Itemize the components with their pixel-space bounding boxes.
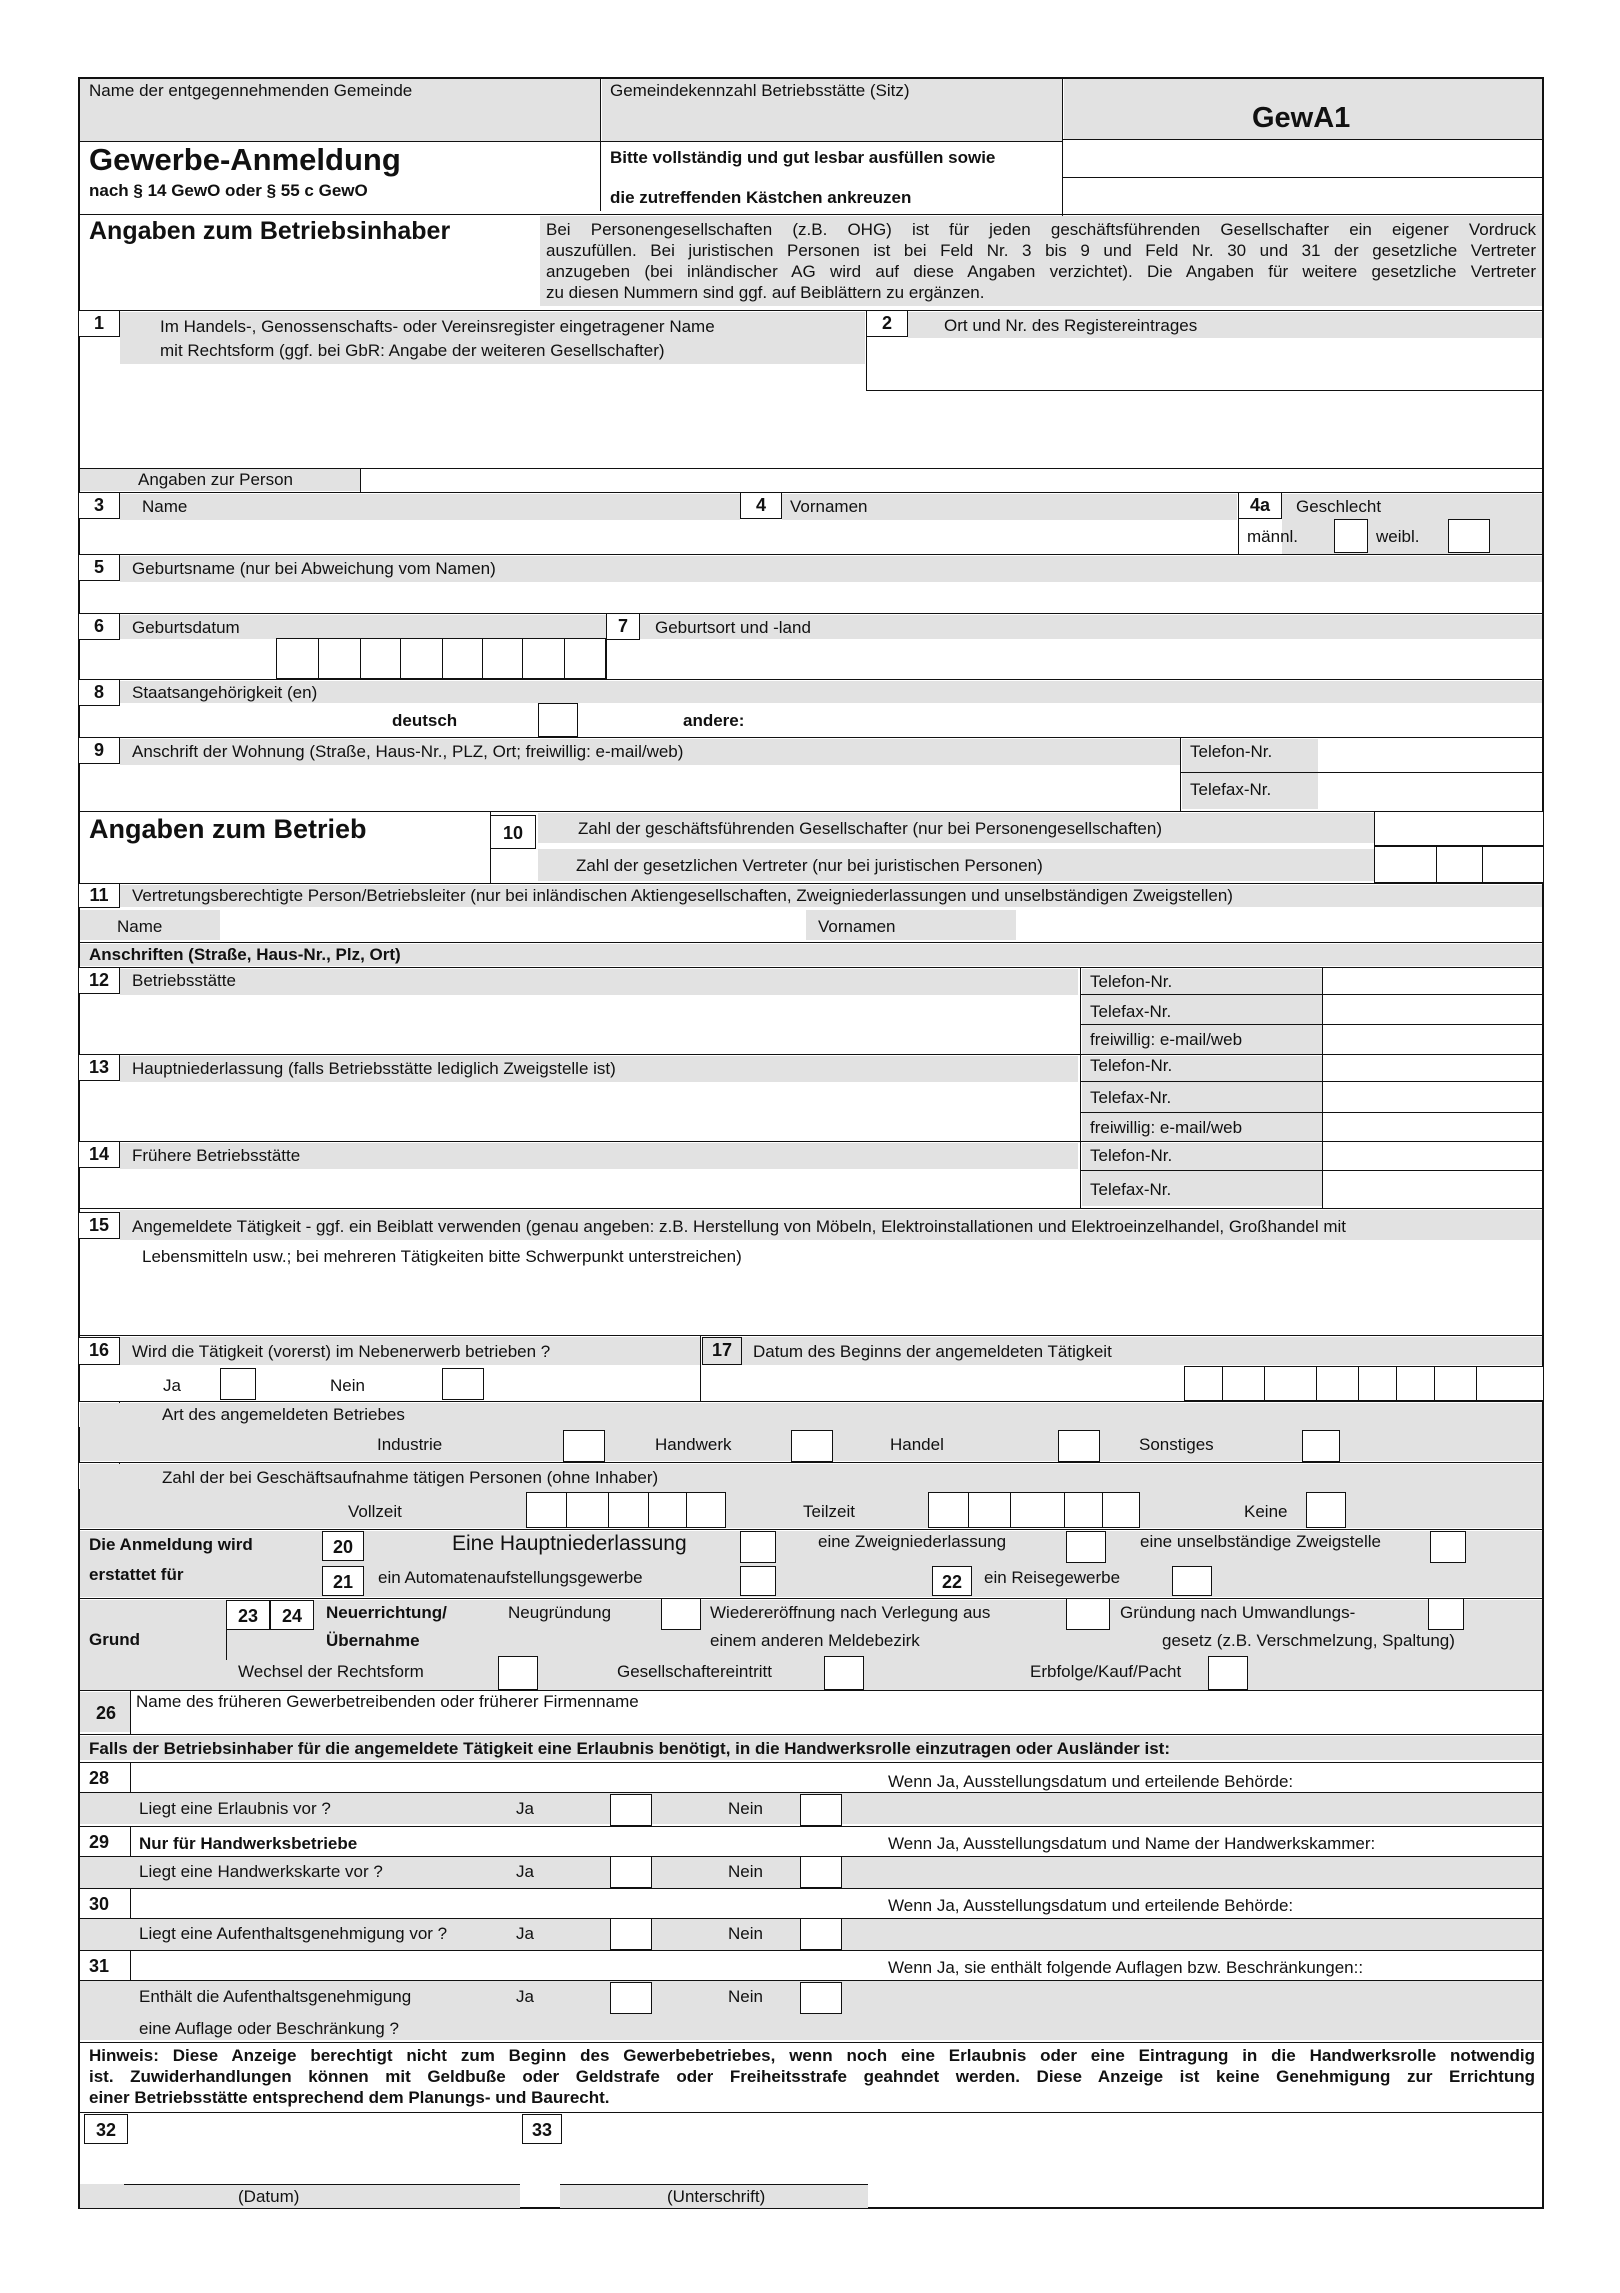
secondary-yes-checkbox[interactable] <box>220 1368 256 1400</box>
restriction-no-checkbox[interactable] <box>800 1982 842 2014</box>
start-date-input[interactable] <box>1184 1366 1544 1401</box>
field-number-29: 29 <box>89 1832 110 1852</box>
field-30-question: Liegt eine Aufenthaltsgenehmigung vor ? <box>139 1924 448 1943</box>
field-8-label: Staatsangehörigkeit (en) <box>132 683 318 702</box>
managing-partners-count[interactable] <box>1374 811 1544 846</box>
field-number-3: 3 <box>78 492 120 519</box>
premises-email-label: freiwillig: e-mail/web <box>1090 1030 1243 1049</box>
founding-label: Neugründung <box>508 1603 612 1622</box>
partner-entry-label: Gesellschaftereintritt <box>617 1662 772 1681</box>
date-label: (Datum) <box>238 2187 300 2206</box>
birth-place-input[interactable] <box>642 641 1540 677</box>
partner-entry-checkbox[interactable] <box>824 1656 864 1690</box>
legal-form-change-checkbox[interactable] <box>498 1656 538 1690</box>
field-19-label: Zahl der bei Geschäftsaufnahme tätigen Personen (ohne Inhaber) <box>162 1468 659 1487</box>
activity-input[interactable] <box>80 1272 1542 1332</box>
field-4-label: Vornamen <box>790 497 868 516</box>
headquarters-checkbox[interactable] <box>740 1531 776 1563</box>
field-number-6: 6 <box>78 613 120 640</box>
legal-form-change-label: Wechsel der Rechtsform <box>238 1662 424 1681</box>
field-number-12: 12 <box>78 967 120 994</box>
birth-name-input[interactable] <box>80 584 1542 610</box>
former-fax-input[interactable] <box>1324 1173 1542 1205</box>
field-number-17: 17 <box>702 1337 742 1365</box>
field-28-question: Liegt eine Erlaubnis vor ? <box>139 1799 331 1818</box>
field-number-9: 9 <box>78 737 120 764</box>
premises-fax-input[interactable] <box>1324 996 1542 1022</box>
field-15-label-line2: Lebensmitteln usw.; bei mehreren Tätigkeiten bitte Schwerpunkt unterstreichen) <box>142 1247 742 1266</box>
residence-no-checkbox[interactable] <box>800 1918 842 1950</box>
registration-for-line1: Die Anmeldung wird <box>89 1535 253 1554</box>
fulltime-count-input[interactable] <box>526 1492 726 1528</box>
signature-input[interactable] <box>562 2146 866 2182</box>
municipality-label: Name der entgegennehmenden Gemeinde <box>89 81 413 100</box>
field-1-label-line1: Im Handels-, Genossenschafts- oder Vereinsregister eingetragener Name <box>160 317 715 336</box>
reopen-line2: einem anderen Meldebezirk <box>710 1631 920 1650</box>
reason-label: Grund <box>89 1630 140 1649</box>
field-number-26: 26 <box>84 1698 128 1728</box>
new-takeover-line1: Neuerrichtung/ <box>326 1603 447 1622</box>
field-number-2: 2 <box>866 310 908 337</box>
headquarters-email-input[interactable] <box>1324 1114 1542 1140</box>
owner-intro: Bei Personengesellschaften (z.B. OHG) ist für jeden geschäftsführenden Gesellschafter ein eigener Vordruck auszufüllen. Bei juristischen Personen ist bei Feld Nr. 3 bis 9 und Feld Nr. 30 und 31 der gesetzliche Vertreter anzugeben (bei inländischer AG wird auf diese Angaben verzichtet). Die Angaben für weitere gesetzliche Vertreter zu diesen Nummern sind ggf. auf Beiblättern zu ergänzen. <box>546 220 1536 302</box>
field-20-label: Eine Hauptniederlassung <box>452 1532 687 1555</box>
branch-label: eine Zweigniederlassung <box>818 1532 1007 1551</box>
representative-first-names-input[interactable] <box>1016 910 1542 940</box>
home-phone-label: Telefon-Nr. <box>1190 742 1273 761</box>
field-3-label: Name <box>142 497 188 516</box>
trade-label: Handel <box>890 1435 944 1454</box>
field-number-4: 4 <box>740 492 782 519</box>
other-type-label: Sonstiges <box>1139 1435 1214 1454</box>
restriction-yes-checkbox[interactable] <box>610 1982 652 2014</box>
former-phone-label: Telefon-Nr. <box>1090 1146 1173 1165</box>
field-number-15: 15 <box>78 1212 120 1239</box>
succession-checkbox[interactable] <box>1208 1656 1248 1690</box>
craft-label: Handwerk <box>655 1435 732 1454</box>
field-13-label: Hauptniederlassung (falls Betriebsstätte lediglich Zweigstelle ist) <box>132 1059 616 1078</box>
headquarters-input[interactable] <box>80 1085 1076 1139</box>
birth-date-input[interactable] <box>276 638 606 679</box>
field-31-when: Wenn Ja, sie enthält folgende Auflagen bzw. Beschränkungen:: <box>888 1958 1364 1977</box>
premises-phone-input[interactable] <box>1324 969 1542 993</box>
home-fax-label: Telefax-Nr. <box>1190 780 1272 799</box>
field-number-1: 1 <box>78 310 120 337</box>
other-nationality-label: andere: <box>683 711 745 730</box>
fulltime-label: Vollzeit <box>348 1502 402 1521</box>
transform-checkbox[interactable] <box>1428 1598 1464 1630</box>
headquarters-fax-label: Telefax-Nr. <box>1090 1088 1172 1107</box>
field-12-label: Betriebsstätte <box>132 971 236 990</box>
field-1-label-line2: mit Rechtsform (ggf. bei GbR: Angabe der weiteren Gesellschafter) <box>160 341 665 360</box>
permits-heading: Falls der Betriebsinhaber für die angemeldete Tätigkeit eine Erlaubnis benötigt, in die Handwerksrolle einzutragen oder Ausländer ist: <box>89 1739 1170 1758</box>
registration-for-line2: erstattet für <box>89 1565 184 1584</box>
former-premises-input[interactable] <box>80 1172 1076 1176</box>
field-number-33: 33 <box>522 2114 562 2144</box>
field-number-32: 32 <box>84 2114 128 2144</box>
home-phone-input[interactable] <box>1320 740 1542 770</box>
municipality-code-label: Gemeindekennzahl Betriebsstätte (Sitz) <box>610 81 910 100</box>
field-5-label: Geburtsname (nur bei Abweichung vom Namen) <box>132 559 496 578</box>
home-fax-input[interactable] <box>1320 775 1542 809</box>
dependent-branch-checkbox[interactable] <box>1430 1531 1466 1563</box>
residence-no-label: Nein <box>728 1924 763 1943</box>
field-10-label-line2: Zahl der gesetzlichen Vertreter (nur bei juristischen Personen) <box>576 856 1043 875</box>
premises-phone-label: Telefon-Nr. <box>1090 972 1173 991</box>
field-28-when: Wenn Ja, Ausstellungsdatum und erteilende Behörde: <box>888 1772 1294 1791</box>
representative-first-names-label: Vornamen <box>818 917 896 936</box>
field-9-label: Anschrift der Wohnung (Straße, Haus-Nr., PLZ, Ort; freiwillig: e-mail/web) <box>132 742 684 761</box>
male-label: männl. <box>1247 527 1299 546</box>
permit-yes-checkbox[interactable] <box>610 1794 652 1826</box>
transform-line1: Gründung nach Umwandlungs- <box>1120 1603 1356 1622</box>
german-checkbox[interactable] <box>538 703 578 737</box>
craft-card-no-label: Nein <box>728 1862 763 1881</box>
field-15-label-line1: Angemeldete Tätigkeit - ggf. ein Beiblatt verwenden (genau angeben: z.B. Herstellung von Möbeln, Elektroinstallationen und Elektroeinzelhandel, Großhandel mit <box>132 1217 1347 1236</box>
representative-name-input[interactable] <box>220 910 806 940</box>
business-premises-input[interactable] <box>80 998 1076 1052</box>
field-21-label: ein Automatenaufstellungsgewerbe <box>378 1568 643 1587</box>
field-number-5: 5 <box>78 554 120 581</box>
field-number-10: 10 <box>490 815 536 849</box>
branch-checkbox[interactable] <box>1066 1531 1106 1563</box>
field-number-28: 28 <box>89 1768 110 1788</box>
field-6-label: Geburtsdatum <box>132 618 240 637</box>
succession-label: Erbfolge/Kauf/Pacht <box>1030 1662 1182 1681</box>
field-number-20: 20 <box>322 1531 364 1561</box>
field-30-when: Wenn Ja, Ausstellungsdatum und erteilende Behörde: <box>888 1896 1294 1915</box>
residence-yes-label: Ja <box>516 1924 534 1943</box>
owner-section-title: Angaben zum Betriebsinhaber <box>89 217 451 245</box>
reopen-checkbox[interactable] <box>1066 1598 1110 1630</box>
field-number-16: 16 <box>78 1337 120 1365</box>
field-29-when: Wenn Ja, Ausstellungsdatum und Name der Handwerkskammer: <box>888 1834 1376 1853</box>
person-label: Angaben zur Person <box>138 470 293 489</box>
field-18-label: Art des angemeldeten Betriebes <box>162 1405 405 1424</box>
restriction-no-label: Nein <box>728 1987 763 2006</box>
field-number-11: 11 <box>78 883 120 908</box>
field-11-label: Vertretungsberechtigte Person/Betriebsleiter (nur bei inländischen Aktiengesellschaften, Zweigniederlassungen und unselbständigen Zweigstellen) <box>132 886 1233 905</box>
form-title: Gewerbe-Anmeldung <box>89 142 401 177</box>
male-checkbox[interactable] <box>1334 519 1368 553</box>
registered-name-input[interactable] <box>120 366 865 466</box>
vending-checkbox[interactable] <box>740 1566 776 1596</box>
permit-no-label: Nein <box>728 1799 763 1818</box>
secondary-no-checkbox[interactable] <box>442 1368 484 1400</box>
field-17-label: Datum des Beginns der angemeldeten Tätigkeit <box>753 1342 1112 1361</box>
parttime-count-input[interactable] <box>928 1492 1140 1528</box>
secondary-yes-label: Ja <box>163 1376 181 1395</box>
field-29-question: Liegt eine Handwerkskarte vor ? <box>139 1862 383 1881</box>
premises-email-input[interactable] <box>1324 1026 1542 1052</box>
field-22-label: ein Reisegewerbe <box>984 1568 1121 1587</box>
former-fax-label: Telefax-Nr. <box>1090 1180 1172 1199</box>
form-code: GewA1 <box>1252 102 1351 134</box>
field-number-23: 23 <box>226 1600 270 1630</box>
home-address-input[interactable] <box>80 768 1178 810</box>
field-4a-label: Geschlecht <box>1296 497 1382 516</box>
former-phone-input[interactable] <box>1324 1143 1542 1168</box>
permit-no-checkbox[interactable] <box>800 1794 842 1826</box>
legal-notice: Hinweis: Diese Anzeige berechtigt nicht zum Beginn des Gewerbebetriebes, wenn noch eine Erlaubnis oder eine Eintragung in die Handwerksrolle notwendig ist. Zuwiderhandlungen können mit Geldbuße oder Geldstrafe oder Freiheitsstrafe geahndet werden. Diese Anzeige ist keine Genehmigung zur Errichtung einer Betriebsstätte entsprechend dem Planungs- und Baurecht. <box>89 2046 1535 2107</box>
headquarters-email-label: freiwillig: e-mail/web <box>1090 1118 1243 1137</box>
craft-card-no-checkbox[interactable] <box>800 1856 842 1888</box>
instruction-line-1: Bitte vollständig und gut lesbar ausfüllen sowie <box>610 148 996 167</box>
field-number-8: 8 <box>78 679 120 706</box>
trade-checkbox[interactable] <box>1058 1430 1100 1462</box>
industry-checkbox[interactable] <box>563 1430 605 1462</box>
founding-checkbox[interactable] <box>661 1598 701 1630</box>
residence-yes-checkbox[interactable] <box>610 1918 652 1950</box>
new-takeover-line2: Übernahme <box>326 1631 420 1650</box>
field-10-label-line1: Zahl der geschäftsführenden Gesellschafter (nur bei Personengesellschaften) <box>578 819 1163 838</box>
signature-label: (Unterschrift) <box>667 2187 766 2206</box>
field-number-24: 24 <box>270 1600 314 1630</box>
field-number-30: 30 <box>89 1894 110 1914</box>
industry-label: Industrie <box>377 1435 443 1454</box>
itinerant-checkbox[interactable] <box>1172 1566 1212 1596</box>
field-14-label: Frühere Betriebsstätte <box>132 1146 301 1165</box>
german-label: deutsch <box>392 711 458 730</box>
field-number-31: 31 <box>89 1956 110 1976</box>
female-label: weibl. <box>1376 527 1420 546</box>
none-label: Keine <box>1244 1502 1288 1521</box>
female-checkbox[interactable] <box>1448 519 1490 553</box>
addresses-label: Anschriften (Straße, Haus-Nr., Plz, Ort) <box>89 945 401 964</box>
premises-fax-label: Telefax-Nr. <box>1090 1002 1172 1021</box>
business-section-title: Angaben zum Betrieb <box>89 814 367 844</box>
reopen-line1: Wiedereröffnung nach Verlegung aus <box>710 1603 991 1622</box>
headquarters-fax-input[interactable] <box>1324 1084 1542 1110</box>
parttime-label: Teilzeit <box>803 1502 855 1521</box>
other-nationality-input[interactable] <box>760 705 1540 735</box>
dependent-branch-label: eine unselbständige Zweigstelle <box>1140 1532 1381 1551</box>
field-number-4a: 4a <box>1238 492 1282 519</box>
field-number-21: 21 <box>322 1566 364 1596</box>
field-number-22: 22 <box>932 1566 972 1596</box>
craft-card-yes-label: Ja <box>516 1862 534 1881</box>
transform-line2: gesetz (z.B. Verschmelzung, Spaltung) <box>1162 1631 1455 1650</box>
field-31-question-line2: eine Auflage oder Beschränkung ? <box>139 2019 399 2038</box>
register-entry-input[interactable] <box>868 340 1542 388</box>
field-7-label: Geburtsort und -land <box>655 618 811 637</box>
field-number-14: 14 <box>78 1141 120 1168</box>
craft-card-yes-checkbox[interactable] <box>610 1856 652 1888</box>
field-31-question-line1: Enthält die Aufenthaltsgenehmigung <box>139 1987 412 2006</box>
field-29-title: Nur für Handwerksbetriebe <box>139 1834 358 1853</box>
restriction-yes-label: Ja <box>516 1987 534 2006</box>
instruction-line-2: die zutreffenden Kästchen ankreuzen <box>610 188 912 207</box>
name-input[interactable] <box>120 522 1236 552</box>
craft-checkbox[interactable] <box>791 1430 833 1462</box>
date-input[interactable] <box>130 2146 520 2182</box>
headquarters-phone-label: Telefon-Nr. <box>1090 1056 1173 1075</box>
representative-name-label: Name <box>117 917 163 936</box>
field-16-label: Wird die Tätigkeit (vorerst) im Nebenerwerb betrieben ? <box>132 1342 551 1361</box>
none-checkbox[interactable] <box>1306 1492 1346 1528</box>
legal-representatives-count[interactable] <box>1374 846 1544 883</box>
permit-yes-label: Ja <box>516 1799 534 1818</box>
field-26-label: Name des früheren Gewerbetreibenden oder früherer Firmenname <box>136 1692 639 1711</box>
field-number-13: 13 <box>78 1054 120 1081</box>
form-subtitle: nach § 14 GewO oder § 55 c GewO <box>89 181 368 200</box>
former-owner-input[interactable] <box>132 1714 1542 1732</box>
field-2-label: Ort und Nr. des Registereintrages <box>944 316 1198 335</box>
field-number-7: 7 <box>606 613 640 640</box>
headquarters-phone-input[interactable] <box>1324 1056 1542 1080</box>
secondary-no-label: Nein <box>330 1376 365 1395</box>
other-type-checkbox[interactable] <box>1302 1430 1340 1462</box>
